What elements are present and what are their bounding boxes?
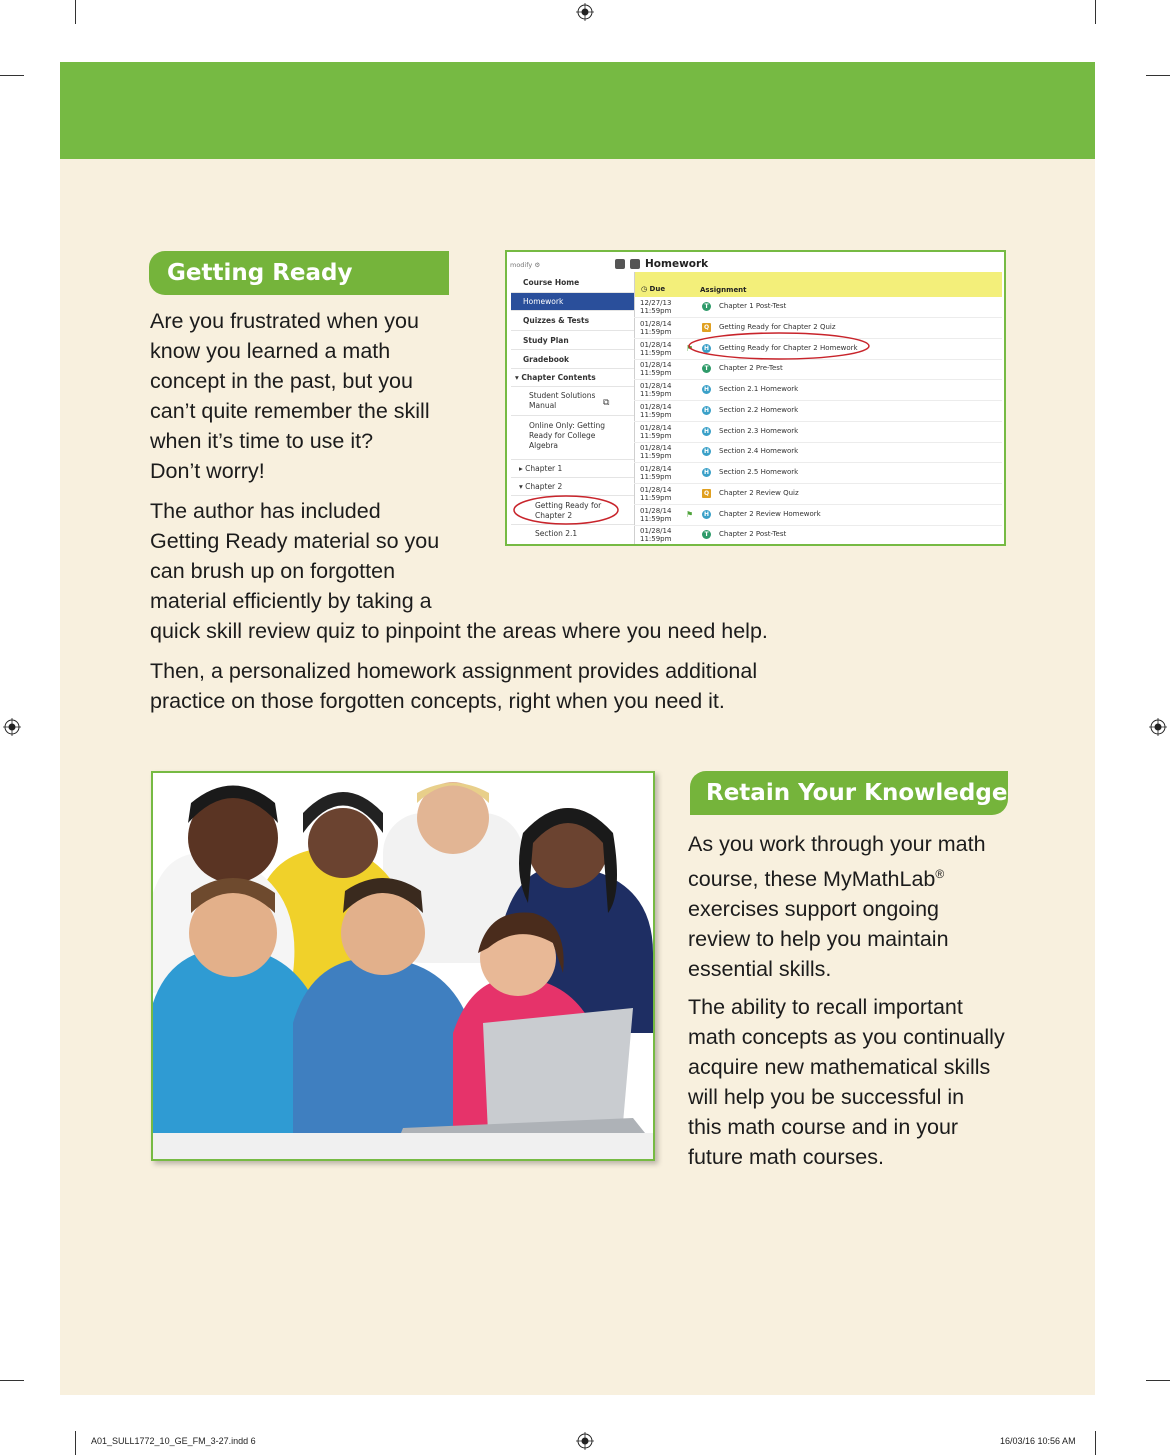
sidebar-item-course-home[interactable]: Course Home [511,274,635,293]
due-date: 01/28/14 11:59pm [640,340,672,357]
getting-ready-paragraph-3 [150,656,757,716]
assignment-link[interactable]: Getting Ready for Chapter 2 Homework [719,343,858,352]
homework-panel-title: Homework [645,258,709,270]
retain-heading: Retain Your Knowledge [690,771,1008,815]
quiz-icon: Q [703,323,710,331]
sidebar-item-quizzes[interactable]: Quizzes & Tests [511,311,635,331]
due-date: 01/28/14 11:59pm [640,444,672,461]
text-line: review to help you maintain [688,927,949,952]
due-date: 01/28/14 11:59pm [640,465,672,481]
text-line: Then, a personalized homework assignment provides additional [150,659,758,683]
sidebar-item-gradebook[interactable]: Gradebook [511,350,635,369]
due-date: 01/28/14 11:59pm [640,485,672,502]
crop-mark [1095,1431,1096,1455]
crop-mark [1146,75,1170,76]
text-line: can brush up on forgotten [150,559,396,583]
homework-icon: H [703,427,710,435]
modify-link[interactable]: modify ⚙ [510,261,541,269]
text-line: As you work through your math [688,832,986,856]
assignment-link[interactable]: Chapter 2 Review Quiz [719,488,799,497]
sidebar-item-section-2-1[interactable]: Section 2.1 [535,529,578,538]
due-date: 01/28/14 11:59pm [640,506,672,523]
homework-icon: H [703,469,710,476]
text-line: can’t quite remember the skill [150,399,430,423]
text-line: course, these MyMathLab® [688,867,945,892]
due-column-header[interactable]: ◷ Due [641,285,666,293]
students-laptop-illustration [153,773,653,1159]
text-line: when it’s time to use it? [150,429,374,453]
assignment-link[interactable]: Section 2.1 Homework [719,385,799,393]
assignment-link[interactable]: Section 2.2 Homework [719,405,799,414]
footer-file-name: A01_SULL1772_10_GE_FM_3-27.indd 6 [91,1436,256,1446]
due-date: 01/28/14 11:59pm [640,319,672,336]
text-line: exercises support ongoing [688,897,939,922]
external-link-icon: ⧉ [603,398,610,408]
text-line: The author has included [150,499,381,523]
homework-icon: H [703,406,710,414]
retain-paragraph-1 [688,829,986,984]
footer-timestamp: 16/03/16 10:56 AM [1000,1436,1076,1446]
homework-icon: H [703,386,710,393]
assignment-column-header[interactable]: Assignment [700,286,747,294]
due-date: 01/28/14 11:59pm [640,402,672,419]
homework-icon: H [703,448,710,456]
registration-mark-icon [576,1432,594,1450]
homework-icon: H [703,344,710,352]
students-photo [151,771,655,1161]
sidebar-item-chapter-contents[interactable]: ▾ Chapter Contents [511,369,635,387]
assignment-link[interactable]: Chapter 2 Pre-Test [719,364,783,373]
text-line: know you learned a math [150,339,391,363]
text-line: essential skills. [688,957,832,982]
crop-mark [0,75,24,76]
registration-mark-icon [576,3,594,21]
green-header-bar [60,62,1095,159]
text-line: this math course and in your [688,1115,959,1139]
quiz-icon: Q [703,489,710,497]
text-line: Getting Ready material so you [150,529,440,553]
text-line: The ability to recall important [688,995,963,1019]
sidebar-item-getting-ready-ch2[interactable]: Getting Ready for Chapter 2 [511,496,635,525]
sidebar-item-chapter-1[interactable]: ▸ Chapter 1 [511,460,635,478]
assignment-link[interactable]: Section 2.3 Homework [719,426,799,435]
text-line: quick skill review quiz to pinpoint the areas where you need help. [150,619,768,643]
flag-icon: ⚑ [686,343,694,353]
due-date: 01/28/14 11:59pm [640,361,672,378]
circle-homework-row [689,333,869,359]
text-line: acquire new mathematical skills [688,1055,991,1079]
text-line: Don’t worry! [150,459,265,483]
sidebar-item-online-only[interactable]: Online Only: Getting Ready for College Algebra [511,416,635,460]
assignment-link[interactable]: Section 2.4 Homework [719,447,799,456]
sidebar-item-solutions-manual[interactable]: Student Solutions Manual [511,387,635,416]
test-icon: T [702,530,711,539]
flag-icon: ⚑ [686,509,694,519]
test-icon: T [702,302,711,311]
text-line: will help you be successful in [688,1085,965,1109]
due-date: 12/27/13 11:59pm [640,299,672,315]
assignment-link[interactable]: Chapter 2 Review Homework [719,509,821,518]
due-date: 01/28/14 11:59pm [640,423,672,440]
circle-sidebar-item [514,496,618,524]
due-date: 01/28/14 11:59pm [640,382,672,398]
text-line: future math courses. [688,1145,884,1169]
assignment-link[interactable]: Section 2.5 Homework [719,468,799,476]
test-icon: T [702,364,711,373]
retain-paragraph-2 [688,992,1005,1172]
registration-mark-icon [1149,718,1167,736]
crop-mark [1095,0,1096,24]
assignment-link[interactable]: Getting Ready for Chapter 2 Quiz [719,322,836,331]
annotation-circles [507,252,1006,546]
registered-mark: ® [935,867,945,881]
getting-ready-paragraph-1 [150,306,430,486]
crop-mark [75,0,76,24]
getting-ready-heading: Getting Ready [149,251,449,295]
homework-icon: H [703,510,710,518]
text-line: concept in the past, but you [150,369,413,393]
text-line: math concepts as you continually [688,1025,1005,1049]
crop-mark [75,1431,76,1455]
registration-mark-icon [3,718,21,736]
homework-screenshot [505,250,1006,546]
due-date: 01/28/14 11:59pm [640,527,672,544]
sidebar-item-chapter-2[interactable]: ▾ Chapter 2 [511,478,635,496]
assignment-link[interactable]: Chapter 1 Post-Test [719,302,787,310]
sidebar-item-homework[interactable]: Homework [511,293,635,311]
crop-mark [0,1380,24,1381]
text-line: practice on those forgotten concepts, right when you need it. [150,689,725,713]
sidebar-item-study-plan[interactable]: Study Plan [511,331,635,350]
text-line: material efficiently by taking a [150,589,432,613]
text-line: Are you frustrated when you [150,309,419,333]
assignment-link[interactable]: Chapter 2 Post-Test [719,530,787,539]
crop-mark [1146,1380,1170,1381]
